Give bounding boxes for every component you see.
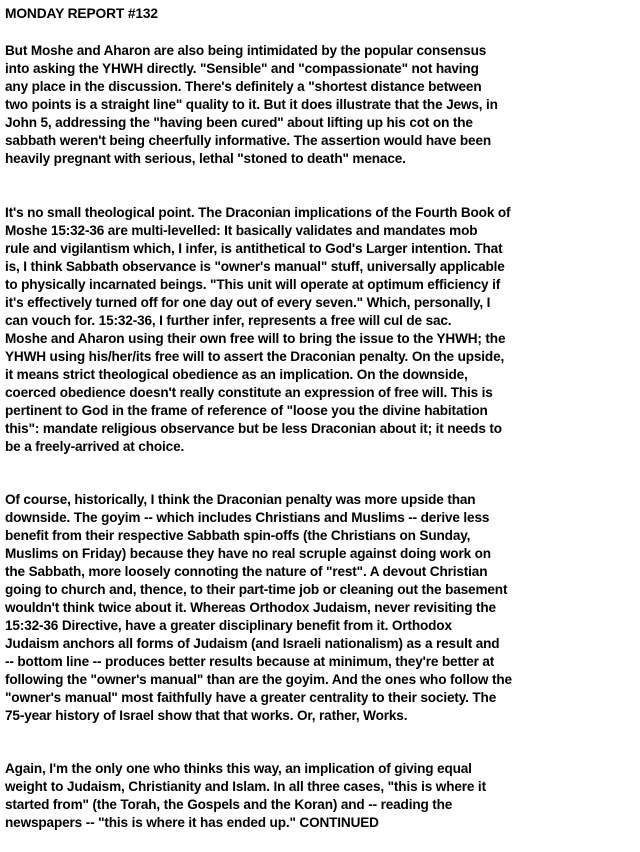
text-line: be a freely-arrived at choice.: [5, 439, 185, 454]
text-line: rule and vigilantism which, I infer, is antithetical to God's Larger intention. That: [5, 241, 503, 256]
text-line: can vouch for. 15:32-36, I further infer, represents a free will cul de sac.: [5, 313, 452, 328]
text-line: YHWH using his/her/its free will to assert the Draconian penalty. On the upside,: [5, 349, 505, 364]
text-line: weight to Judaism, Christianity and Islam. In all three cases, "this is where it: [5, 779, 486, 794]
text-line: It's no small theological point. The Draconian implications of the Fourth Book of: [5, 205, 511, 220]
text-line: Moshe and Aharon using their own free will to bring the issue to the YHWH; the: [5, 331, 506, 346]
text-line: "owner's manual" most faithfully have a greater centrality to their society. The: [5, 690, 497, 705]
text-line: this": mandate religious observance but be less Draconian about it; it needs to: [5, 421, 502, 436]
text-line: benefit from their respective Sabbath spin-offs (the Christians on Sunday,: [5, 528, 471, 543]
text-line: into asking the YHWH directly. "Sensible" and "compassionate" not having: [5, 61, 479, 76]
paragraph-3: [5, 491, 637, 725]
text-line: pertinent to God in the frame of reference of "loose you the divine habitation: [5, 403, 488, 418]
text-line: two points is a straight line" quality to it. But it does illustrate that the Jews, in: [5, 97, 498, 112]
text-line: the Sabbath, more loosely connoting the nature of "rest". A devout Christian: [5, 564, 488, 579]
text-line: going to church and, thence, to their part-time job or cleaning out the basement: [5, 582, 508, 597]
text-line: 15:32-36 Directive, have a greater disciplinary benefit from it. Orthodox: [5, 618, 452, 633]
text-line: it's effectively turned off for one day out of every seven." Which, personally, I: [5, 295, 491, 310]
paragraph-2: [5, 204, 637, 456]
text-line: Of course, historically, I think the Draconian penalty was more upside than: [5, 492, 476, 507]
text-line: sabbath weren't being cheerfully informative. The assertion would have been: [5, 133, 492, 148]
text-line: wouldn't think twice about it. Whereas Orthodox Judaism, never revisiting the: [5, 600, 496, 615]
text-line: Judaism anchors all forms of Judaism (and Israeli nationalism) as a result and: [5, 636, 500, 651]
text-line: it means strict theological obedience as an implication. On the downside,: [5, 367, 468, 382]
text-line: started from" (the Torah, the Gospels and the Koran) and -- reading the: [5, 797, 453, 812]
text-line: 75-year history of Israel show that that works. Or, rather, Works.: [5, 708, 408, 723]
text-line: newspapers -- "this is where it has ended up." CONTINUED: [5, 815, 379, 830]
text-line: following the "owner's manual" than are the goyim. And the ones who follow the: [5, 672, 512, 687]
paragraph-1: [5, 42, 637, 168]
text-line: is, I think Sabbath observance is "owner's manual" stuff, universally applicable: [5, 259, 505, 274]
text-line: John 5, addressing the "having been cured" about lifting up his cot on the: [5, 115, 473, 130]
text-line: Moshe 15:32-36 are multi-levelled: It basically validates and mandates mob: [5, 223, 478, 238]
text-line: downside. The goyim -- which includes Christians and Muslims -- derive less: [5, 510, 490, 525]
text-line: Muslims on Friday) because they have no real scruple against doing work on: [5, 546, 491, 561]
text-line: coerced obedience doesn't really constitute an expression of free will. This is: [5, 385, 493, 400]
text-line: Again, I'm the only one who thinks this way, an implication of giving equal: [5, 761, 472, 776]
text-line: -- bottom line -- produces better results because at minimum, they're better at: [5, 654, 495, 669]
report-title: MONDAY REPORT #132: [5, 6, 158, 21]
text-line: heavily pregnant with serious, lethal "stoned to death" menace.: [5, 151, 406, 166]
paragraph-4: [5, 760, 637, 832]
text-line: to physically incarnated beings. "This unit will operate at optimum efficiency if: [5, 277, 501, 292]
text-line: But Moshe and Aharon are also being intimidated by the popular consensus: [5, 43, 487, 58]
text-line: any place in the discussion. There's definitely a "shortest distance between: [5, 79, 482, 94]
